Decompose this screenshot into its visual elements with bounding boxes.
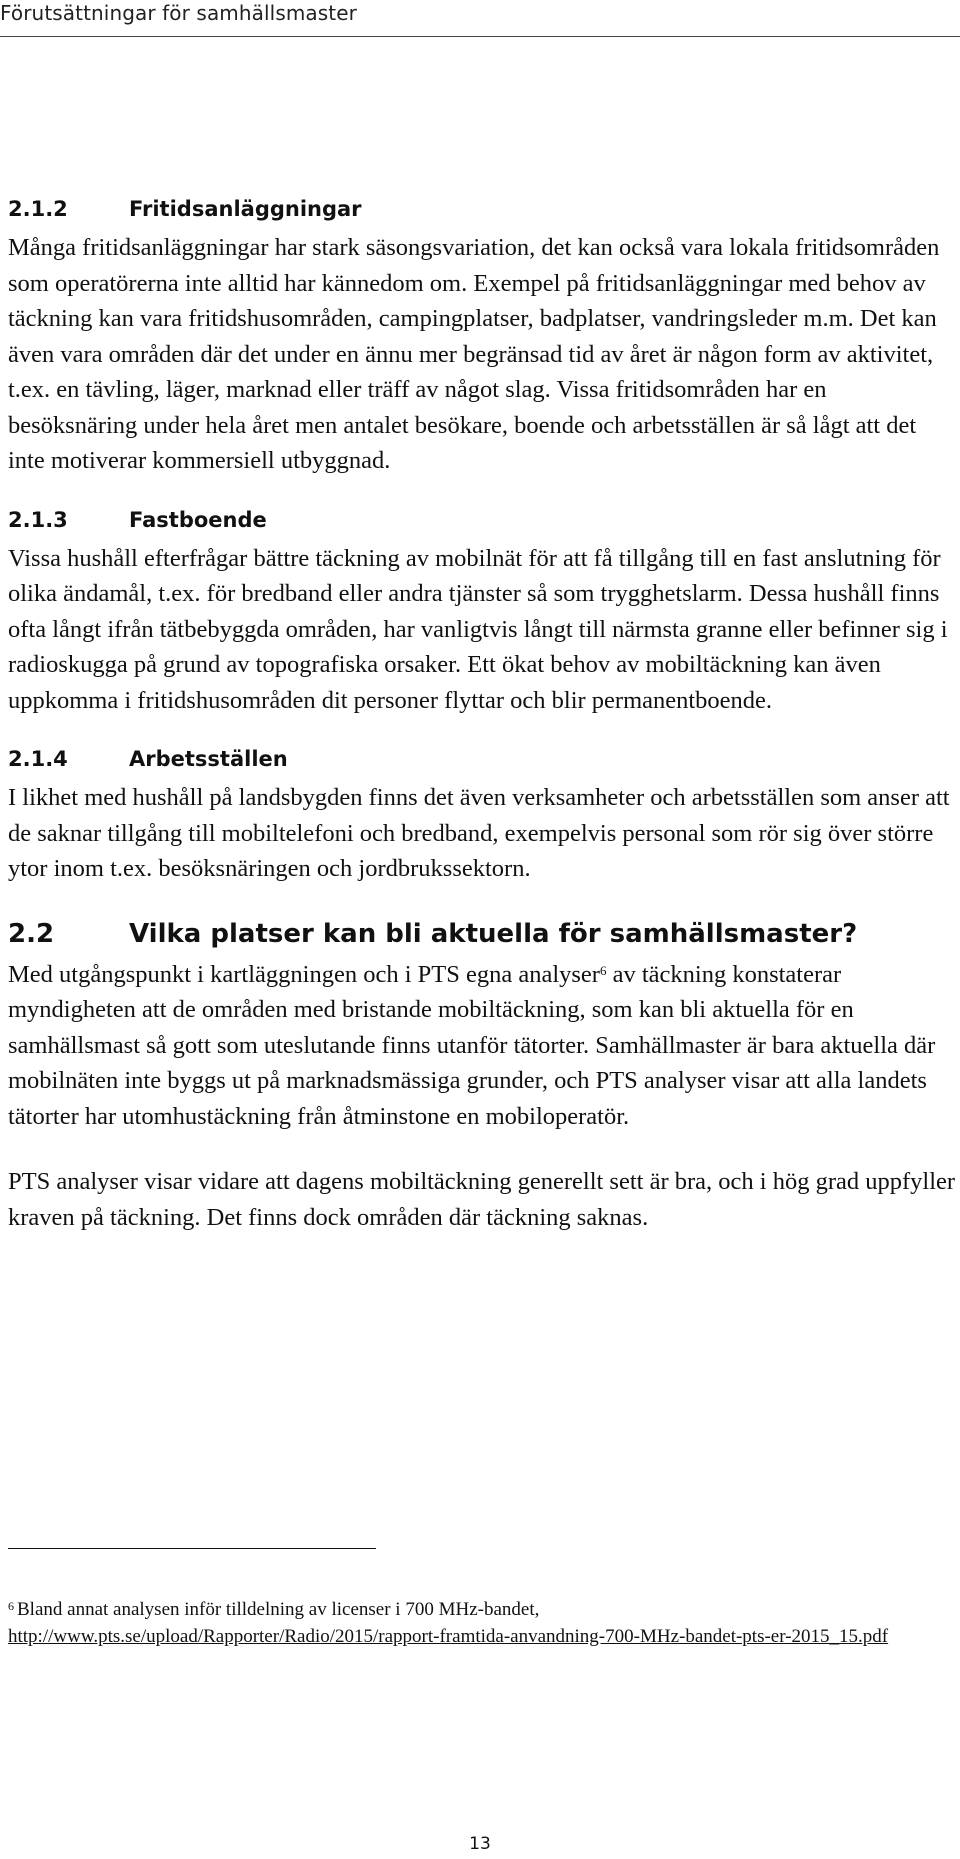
paragraph-text: av täckning konstaterar myndigheten att de områden med bristande mobiltäckning, som kan bli aktuella för en samhällsmast så gott som uteslutande finns utanför tätorter. Samhällmaster är bara aktuella där mobilnäten inte byggs ut på marknadsmässiga grunder, och PTS analyser visar att alla landets tätorter har utomhustäckning från åtminstone en mobiloperatör. — [8, 960, 936, 1130]
section-heading-2-2 — [8, 917, 956, 951]
footnote-link[interactable]: http://www.pts.se/upload/Rapporter/Radio/2015/rapport-framtida-anvandning-700-MHz-bandet-pts-er-2015_15.pdf — [8, 1626, 889, 1647]
page-number: 13 — [469, 1834, 491, 1854]
paragraph-arbetsstallen: I likhet med hushåll på landsbygden finns det även verksamheter och arbetsställen som anser att de saknar tillgång till mobiltelefoni och bredband, exempelvis personal som rör sig över större ytor inom t.ex. besöksnäringen och jordbrukssektorn. — [8, 784, 950, 882]
footnote-mark: 6 — [8, 1599, 14, 1613]
section-number: 2.1.4 — [8, 747, 68, 771]
section-title: Arbetsställen — [129, 747, 288, 771]
paragraph-platser-1 — [8, 957, 956, 1135]
section-number: 2.2 — [8, 918, 55, 949]
section-title: Fastboende — [129, 507, 267, 532]
section-number: 2.1.3 — [8, 507, 68, 532]
page-header — [0, 0, 960, 38]
main-content — [8, 194, 956, 1265]
section-heading-2-1-2 — [8, 194, 956, 224]
paragraph-platser-2: PTS analyser visar vidare att dagens mobiltäckning generellt sett är bra, och i hög grad uppfyller kraven på täckning. Det finns dock områden där täckning saknas. — [8, 1168, 956, 1231]
section-title: Fritidsanläggningar — [129, 197, 362, 221]
paragraph-fastboende: Vissa hushåll efterfrågar bättre täckning av mobilnät för att få tillgång till en fast anslutning för olika ändamål, t.ex. för bredband eller andra tjänster så som trygghetslarm. Dessa hushåll finns ofta långt ifrån tätbebyggda områden, har vanligtvis långt till närmsta granne eller befinner sig i radioskugga på grund av topografiska orsaker. Ett ökat behov av mobiltäckning kan även uppkomma i fritidshusområden dit personer flyttar och blir permanentboende. — [8, 544, 948, 714]
paragraph-fritidsanlaggningar: Många fritidsanläggningar har stark säsongsvariation, det kan också vara lokala fritidsområden som operatörerna inte alltid har kännedom om. Exempel på fritidsanläggningar med behov av täckning kan vara fritidshusområden, campingplatser, badplatser, vandringsleder m.m. Det kan även vara områden där det under en ännu mer begränsad tid av året är någon form av aktivitet, t.ex. en tävling, läger, marknad eller träff av något slag. Vissa fritidsområden har en besöksnäring under hela året men antalet besökare, boende och arbetsställen är så lågt att det inte motiverar kommersiell utbyggnad. — [8, 234, 940, 474]
section-heading-2-1-4 — [8, 744, 956, 774]
section-heading-2-1-3 — [8, 505, 956, 535]
header-rule — [0, 36, 960, 37]
footnote-text: Bland annat analysen inför tilldelning av licenser i 700 MHz-bandet, — [17, 1599, 540, 1620]
section-title: Vilka platser kan bli aktuella för samhällsmaster? — [129, 918, 858, 949]
footnote-reference[interactable]: 6 — [599, 962, 607, 978]
footnote — [8, 1596, 948, 1650]
running-title: Förutsättningar för samhällsmaster — [0, 1, 357, 25]
section-number: 2.1.2 — [8, 197, 68, 221]
footnote-separator — [8, 1548, 376, 1549]
paragraph-text: Med utgångspunkt i kartläggningen och i PTS egna analyser — [8, 960, 600, 988]
